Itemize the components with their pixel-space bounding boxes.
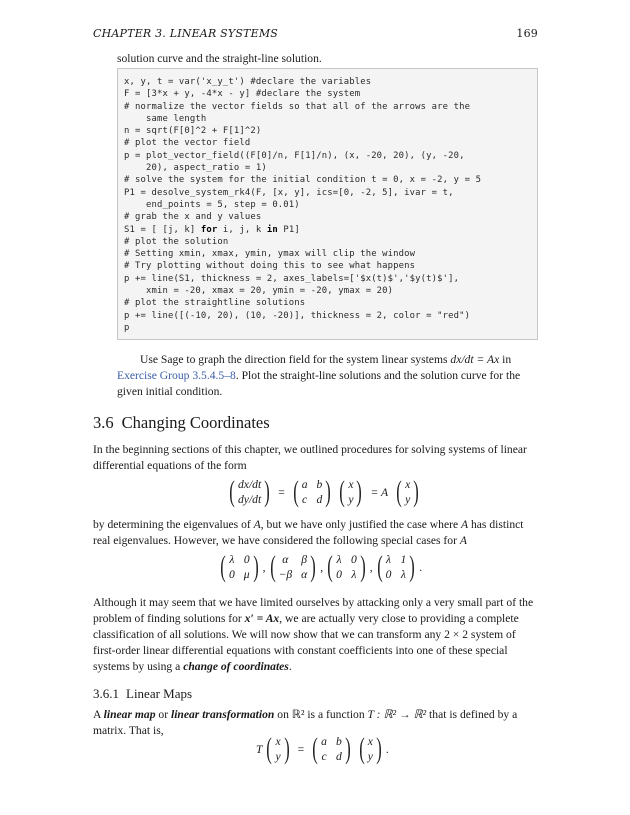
equation-special-cases xyxy=(216,550,423,583)
code-line: S1 = [ [j, k] for i, j, k in P1] xyxy=(124,224,300,235)
vector-xy: ( x y ) xyxy=(339,475,363,508)
code-line: # plot the solution xyxy=(124,236,229,247)
cell: −β xyxy=(278,568,293,581)
cell: 0 xyxy=(385,568,392,581)
text: A xyxy=(93,708,104,721)
subsection-heading xyxy=(93,686,192,702)
text: . xyxy=(288,660,292,673)
text: , we are actually very close to providing a complete classification of all solutions. We will now show that we can transform any 2 × 2 system of first-order linear differential equations with constant coefficients into one of these special systems by using a xyxy=(93,612,519,673)
cell: λ xyxy=(400,568,406,581)
cell: α xyxy=(282,553,289,566)
term-linear-map: linear map xyxy=(103,708,156,721)
text: , but we have only justified the case where xyxy=(260,518,461,531)
code-line: xmin = -20, xmax = 20, ymin = -20, ymax = 20) xyxy=(124,286,394,297)
matrix-A: ( a b c d ) xyxy=(292,475,332,508)
exercise-text-3: . Plot the straight-line solutions and the solution curve for the given initial condition. xyxy=(117,369,521,398)
equation-linear-map xyxy=(256,732,389,765)
code-line: # Try plotting without doing this to see what happens xyxy=(124,261,416,272)
text: has distinct real eigenvalues. However, we have considered the following special cases for xyxy=(93,518,524,547)
cell: y xyxy=(275,750,281,763)
lhs-dx: dx/dt xyxy=(238,478,262,491)
text: on ℝ² is a function xyxy=(274,708,368,721)
code-line: same length xyxy=(124,113,207,124)
cell: λ xyxy=(336,553,342,566)
math-A: A xyxy=(461,518,469,531)
code-line: # grab the x and y values xyxy=(124,212,262,223)
matrix-diagonal: ( λ 0 0 μ ) xyxy=(220,550,259,583)
subsection-title: Linear Maps xyxy=(126,686,193,701)
exercise-text-2: in xyxy=(499,353,512,366)
text: by determining the eigenvalues of xyxy=(93,518,254,531)
paragraph-classification xyxy=(93,595,538,675)
code-line: # plot the vector field xyxy=(124,138,251,149)
math-A: A xyxy=(459,534,467,547)
period: . xyxy=(385,743,389,756)
cell: μ xyxy=(243,568,250,581)
period: . xyxy=(419,561,423,574)
exercise-text-1: Use Sage to graph the direction field for the system linear systems xyxy=(140,353,451,366)
cell: a xyxy=(321,735,327,748)
cell: x xyxy=(348,478,354,491)
comma: , xyxy=(262,561,266,574)
text: that is defined by a matrix. That is, xyxy=(93,708,518,737)
cell: b xyxy=(316,478,323,491)
exercise-math: dx/dt = Ax xyxy=(450,353,500,366)
paragraph-intro-systems: In the beginning sections of this chapter, we outlined procedures for solving systems of linear differential equations of the form xyxy=(93,443,527,472)
matrix-A: ( a b c d ) xyxy=(312,732,351,765)
equation-system xyxy=(225,475,423,508)
math-xprime: x′ = Ax xyxy=(244,612,280,625)
cell: d xyxy=(335,750,342,763)
lhs-vector: ( dx/dt dy/dt ) xyxy=(229,475,270,508)
cell: d xyxy=(316,493,323,506)
cell: λ xyxy=(229,553,235,566)
cell: y xyxy=(348,493,354,506)
chapter-title: CHAPTER 3. LINEAR SYSTEMS xyxy=(93,27,279,40)
code-line: p xyxy=(124,322,130,333)
cell: 0 xyxy=(229,568,235,581)
cell: y xyxy=(367,750,373,763)
paragraph-eigenvalues xyxy=(93,517,538,549)
term-linear-transformation: linear transformation xyxy=(170,708,275,721)
comma: , xyxy=(369,561,373,574)
equals-A: = A xyxy=(370,486,389,499)
code-line: # Setting xmin, xmax, ymin, ymax will clip the window xyxy=(124,249,416,260)
cell: α xyxy=(301,568,308,581)
equals-sign: = xyxy=(278,486,285,499)
exercise-paragraph xyxy=(117,352,538,400)
cell: x xyxy=(405,478,411,491)
cell: 1 xyxy=(400,553,407,566)
code-line: x, y, t = var('x_y_t') #declare the variables xyxy=(124,77,372,87)
equals-sign: = xyxy=(297,743,305,756)
cell: x xyxy=(275,735,281,748)
code-line: p += line([(-10, 20), (10, -20)], thickness = 2, color = "red") xyxy=(124,310,471,321)
running-header xyxy=(93,27,538,40)
vector-xy-2: ( x y ) xyxy=(396,475,419,508)
subsection-number: 3.6.1 xyxy=(93,686,119,701)
code-line: F = [3*x + y, -4*x - y] #declare the system xyxy=(124,89,361,100)
matrix-jordan: ( λ 1 0 λ ) xyxy=(376,550,415,583)
code-line: 20), aspect_ratio = 1) xyxy=(124,163,267,174)
cell: 0 xyxy=(350,553,357,566)
section-title: Changing Coordinates xyxy=(121,413,270,432)
code-line: p = plot_vector_field((F[0]/n, F[1]/n), (x, -20, 20), (y, -20, xyxy=(124,150,465,161)
matrix-scalar: ( λ 0 0 λ ) xyxy=(327,550,366,583)
code-line: p += line(S1, thickness = 2, axes_labels=['$x(t)$','$y(t)$'], xyxy=(124,273,460,284)
cell: b xyxy=(335,735,342,748)
section-number: 3.6 xyxy=(93,413,114,432)
code-line: # solve the system for the initial condition t = 0, x = -2, y = 5 xyxy=(124,175,482,186)
cell: β xyxy=(301,553,308,566)
cell: c xyxy=(302,493,308,506)
term-change-of-coordinates: change of coordinates xyxy=(183,660,289,673)
math-T: T xyxy=(256,743,263,756)
cell: x xyxy=(367,735,373,748)
cell: 0 xyxy=(243,553,250,566)
code-line: end_points = 5, step = 0.01) xyxy=(124,199,300,210)
intro-line: solution curve and the straight-line solution. xyxy=(117,52,322,65)
comma: , xyxy=(320,561,324,574)
code-line: # normalize the vector fields so that all of the arrows are the xyxy=(124,101,471,112)
cell: λ xyxy=(351,568,357,581)
cell: 0 xyxy=(336,568,342,581)
cell: c xyxy=(321,750,327,763)
code-listing xyxy=(117,68,538,340)
page-number: 169 xyxy=(516,27,538,40)
section-heading xyxy=(93,413,270,433)
cell: λ xyxy=(386,553,392,566)
math-A: A xyxy=(253,518,261,531)
cell: a xyxy=(301,478,308,491)
code-line: P1 = desolve_system_rk4(F, [x, y], ics=[0, -2, 5], ivar = t, xyxy=(124,187,454,198)
matrix-complex: ( α β −β α ) xyxy=(269,550,316,583)
text: or xyxy=(155,708,171,721)
math-T-map: T : ℝ² → ℝ² xyxy=(367,708,427,721)
cell: y xyxy=(405,493,411,506)
exercise-group-link[interactable]: Exercise Group 3.5.4.5–8 xyxy=(117,369,236,382)
code-line: # plot the straightline solutions xyxy=(124,298,306,309)
vector-xy: ( x y ) xyxy=(266,732,290,765)
vector-xy-2: ( x y ) xyxy=(359,732,382,765)
text: Although it may seem that we have limited ourselves by attacking only a very small part of the problem of finding solutions for xyxy=(93,596,534,625)
lhs-dy: dy/dt xyxy=(238,493,262,506)
code-line: n = sqrt(F[0]^2 + F[1]^2) xyxy=(124,126,262,137)
